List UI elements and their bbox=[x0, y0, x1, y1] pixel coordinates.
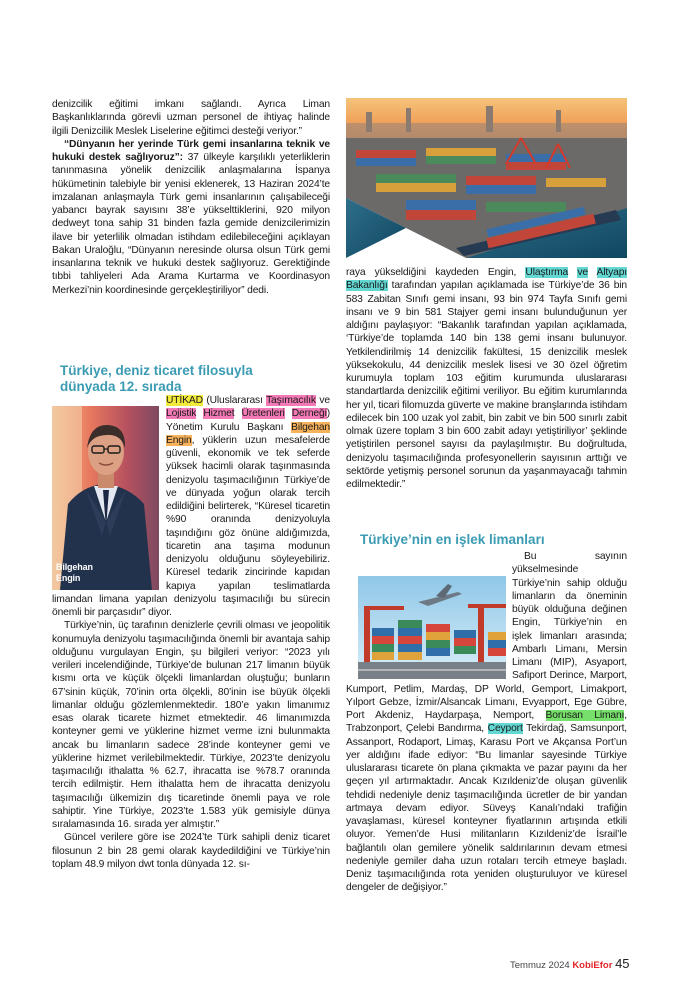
highlight-hizmet: Hizmet bbox=[203, 408, 235, 420]
highlight-uretenleri: Üretenleri bbox=[241, 408, 285, 420]
intro-paragraph bbox=[52, 394, 330, 871]
page-footer bbox=[510, 956, 630, 971]
left-column bbox=[52, 98, 330, 297]
paragraph: “Dünyanın her yerinde Türk gemi insanlarına teknik ve hukuki destek sağlıyoruz”: 37 ülkeyle karşılıklı yeterliklerin tanınmasına yönelik denizcilik anlaşmalarına İspanya hükümetinin talebiyle bir yenisi eklenerek, 13 Haziran 2024’te imzalanan anlaşmayla Türk gemi insanlarının çalışabileceği yabancı bayrak sayısını 38’e yükselttiklerini, 920 milyon dedweyt tona sahip 31 binden fazla gemide denizcilerimizin ilave bir yeterlilik olmadan istihdam edilebileceğini açıklayan Bakan Uraloğlu, “Dünyanın neresinde olursa olsun Türk gemi insanlarına teknik ve hukuki destek sağlıyoruz. Gerektiğinde tıbbi tahliyeleri Ada Arama Kurtarma ve Koordinasyon Merkezi’nin koordinesinde gerçekleştiriliyor” dedi. bbox=[52, 138, 330, 296]
port-photo-float bbox=[346, 576, 506, 679]
highlight-dernegi: Derneği bbox=[291, 408, 327, 420]
paragraph: raya yükseldiğini kaydeden Engin, Ulaştırma ve Altyapı Bakanlığı tarafından yapılan açıklamada ise Türkiye’de 36 bin 583 Zabitan Sınıfı gemi insanı, 93 bin 974 Tayfa Sınıfı gemi insanı ve 9 bin 581 Stajyer gemi insanı bulunduğunun yer aldığını paylaşıyor: “Bakanlık tarafından yapılan açıklamada, ‘Türkiye’de toplamda 140 bin 138 gemi insanı bulunuyor. Yetkilendirilmiş 14 denizcilik fakültesi, 15 denizcilik meslek yüksekokulu, 44 denizcilik meslek lisesi ve 30 özel öğretim kurumuyla toplam 103 eğitim kurumunda uluslararası standartlarda denizcilik eğitimi veriliyor. Bu eğitim kurumlarında her yıl, ticari filomuzda güverte ve makine branşlarında istihdam edilecek bin 100 uzak yol zabit, bin zabit ve bin 500 sınırlı zabit olmak üzere toplam 3 bin 600 zabit adayı yetiştiriliyor’ şeklinde yetiştirilen personel sayısı da paylaşılmıştır. Bu doğrultuda, denizyolu taşımacılığında profesyonellerin sayısının arttığı ve sektörde yetişmiş personel sorunun da yaşanmayacağı tahmin edilmektedir.” bbox=[346, 267, 627, 490]
paragraph: Güncel verilere göre ise 2024’te Türk sahipli deniz ticaret filosunun 2 bin 28 gemi olarak kaydedildiğini ve Türkiye’nin toplam 48.9 milyon dwt tonla dünyada 12. sı- bbox=[52, 832, 330, 870]
bold-lead: “Dünyanın her yerinde Türk gemi insanlarına teknik ve hukuki destek sağlıyoruz”: bbox=[52, 138, 330, 163]
highlight-altyapi: Altyapı bbox=[596, 267, 627, 278]
portrait-caption: Bilgehan Engin bbox=[56, 562, 93, 583]
right-column bbox=[346, 266, 627, 491]
highlight-utikad: UTİKAD bbox=[166, 395, 203, 406]
paragraph: Türkiye’nin, üç tarafının denizlerle çevrili olması ve jeopolitik konumuyla denizyolu taşımacılığında önemli bir avantaja sahip olduğunu vurgulayan Engin, şu bilgileri veriyor: “2023 yılı verileri incelendiğinde, Türkiye’de bulunan 217 limanın büyük kısmı orta ve küçük ölçekli limanlardan oluştuğu; bunların 67’sinin küçük, 70’inin orta ölçekli, 80’inin ise büyük ölçekli limanlar olduğu gözlemlenmektedir. 180’e yakın limanımız esas olarak ticarete hizmet etmektedir. 46 limanımızda konteyner gemi ve yüklerine hizmet verme izni bulunmakta ancak bu limanların sadece 28’inde konteyner gemi ve yüklerine hizmet verilebilmektedir. Türkiye, 2023’te denizyolu taşımacılığı ithalatta % 62.7, ihracatta ise %78.7 oranında tercih edilmiştir. Hem ithalatta hem de ihracatta denizyolu taşımacılığı ülkemizin dış ticaretinde önemli paya ve role sahiptir. Yine Türkiye, 2023’te 1.583 yük gemisiyle dünya sıralamasında 16. sırada yer almıştır.” bbox=[52, 620, 330, 830]
highlight-engin: Engin bbox=[166, 434, 192, 446]
footer-brand: KobiEfor bbox=[572, 960, 613, 971]
paragraph: Bu sayının yükselmesinde Türkiye’nin sahip olduğu limanların da öneminin büyük olduğuna değinen Engin, Türkiye’nin en işlek limanları arasında; Ambarlı Limanı, Mersin Limanı (MIP), Asyaport, Safiport Derince, Marport, Kumport, Petlim, Mardaş, DP World, Gemport, Limakport, Yılport Gebze, İzmir/Alsancak Limanı, Evyapport, Ege Gübre, Port Akdeniz, Haydarpaşa, Nemport, Borusan Limanı, Trabzonport, Çelebi Bandırma, Ceyport Tekirdağ, Samsunport, Assanport, Rodaport, Limaş, Karasu Port ve Akçansa Port’un yer aldığını ifade ediyor: “Bu limanlar sayesinde Türkiye uluslararası ticarete ön plana çıkmakta ve pazar payını da her geçen yıl artırmaktadır. Ancak Kızıldeniz’de oluşan güvenlik tehdidi nedeniyle deniz taşımacılığında ücretler de bir yandan artmaya devam ediyor. Süveyş Kanalı’ndaki trafiğin yavaşlaması, küresel konteyner fiyatlarının artışında etkili oluyor. Yemen’de Husi militanların Kızıldeniz’de İsrail’le bağlantılı olan gemilere yönelik saldırılarının devam etmesi nedeniyle gemiler daha uzun rotaları tercih etmeye başladı. Deniz taşımacılığında rota yeniden oluşturuluyor ve küresel dengeler de değişiyor.” bbox=[346, 551, 627, 894]
port-aerial-photo bbox=[346, 98, 627, 258]
container-terminal-illustration bbox=[358, 576, 506, 679]
page-number: 45 bbox=[615, 956, 630, 971]
footer-month: Temmuz 2024 bbox=[510, 960, 570, 971]
container-port-illustration bbox=[346, 98, 627, 258]
section-heading: Türkiye’nin en işlek limanları bbox=[360, 532, 545, 547]
highlight-bilgehan: Bilgehan bbox=[291, 421, 330, 433]
right-column-lower bbox=[346, 550, 627, 895]
paragraph: denizcilik eğitimi imkanı sağlandı. Ayrıca Liman Başkanlıklarında görevli uzman personel de ihtiyaç halinde ilgili Denizcilik Meslek Liselerine eğitimci desteği veriyor.” bbox=[52, 99, 330, 137]
highlight-lojistik: Lojistik bbox=[166, 408, 197, 420]
intro-text: UTİKAD (Uluslararası Taşımacılık ve Lojistik Hizmet Üretenleri Derneği) Yönetim Kurulu Başkanı Bilgehan Engin, yüklerin uzun mesafelerde güvenli, ekonomik ve tek seferde yüksek hacimli olarak taşınmasında denizyolu taşımacılığının Türkiye’de ve dünyada yoğun olarak tercih edildiğini belirterek, “Küresel ticaretin %90 oranında denizyoluyla taşındığını göz önüne aldığımızda, ticaretin ana taşıma modunun denizyolu olduğunu söyleyebiliriz. Küresel tedarik zincirinde kapıdan kapıya yapılan teslimatlarda limandan limana yapılan denizyolu taşımacılığı bu sürecin önemli bir parçasıdır” diyor. bbox=[52, 395, 330, 618]
highlight-ulastirma: Ulaştırma bbox=[525, 267, 569, 278]
highlight-ceyport: Ceyport bbox=[487, 723, 523, 735]
highlight-borusan: Borusan Limanı bbox=[545, 710, 625, 721]
section-heading: Türkiye, deniz ticaret filosuyla dünyada 12. sırada bbox=[60, 363, 253, 394]
highlight-ve: ve bbox=[577, 267, 588, 278]
highlight-tasimacilik: Taşımacılık bbox=[266, 395, 316, 406]
portrait-photo bbox=[52, 406, 159, 590]
highlight-bakanligi: Bakanlığı bbox=[346, 280, 388, 292]
